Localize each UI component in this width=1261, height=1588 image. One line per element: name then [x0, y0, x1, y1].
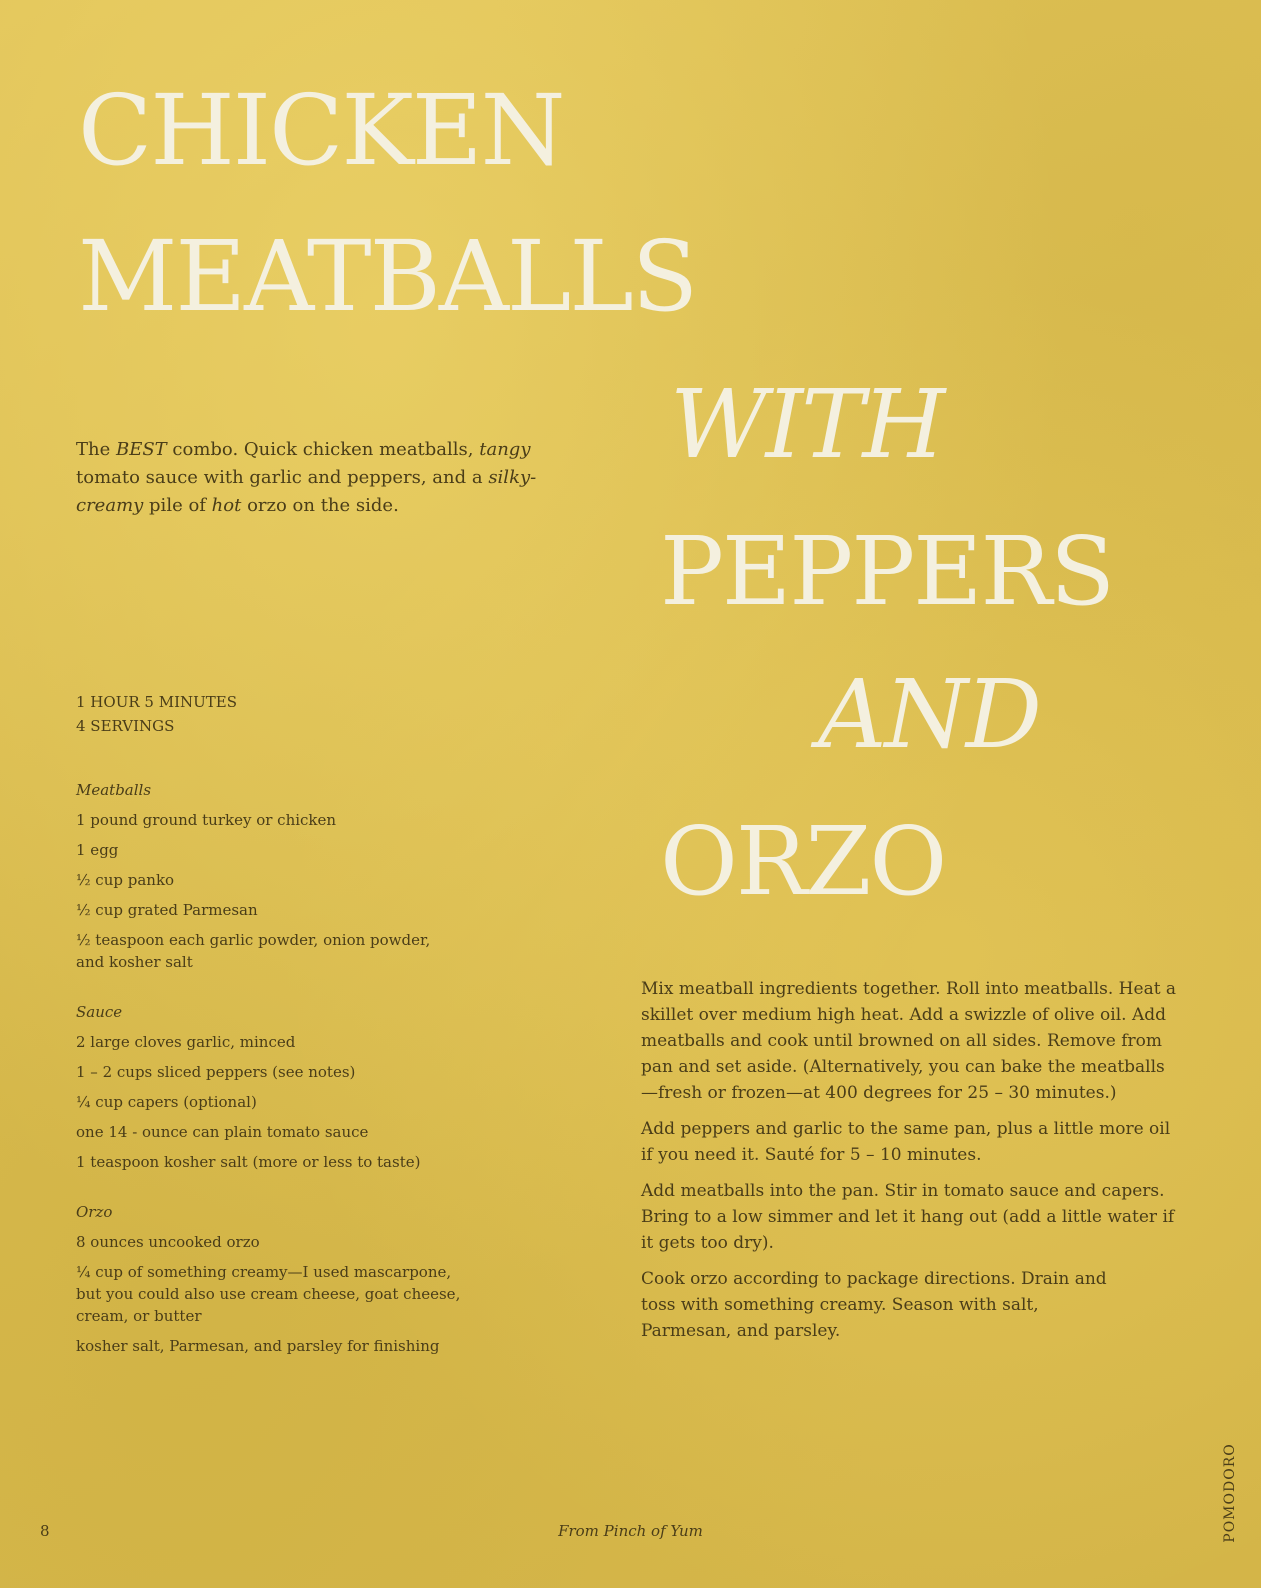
ingredient-item: 1 teaspoon kosher salt (more or less to taste) [76, 1153, 421, 1171]
title-line-with: WITH [670, 370, 944, 480]
ingredient-item: kosher salt, Parmesan, and parsley for finishing [76, 1337, 440, 1355]
intro-text: The [76, 439, 116, 460]
ingredient-item: ¼ cup capers (optional) [76, 1093, 257, 1111]
page-number: 8 [40, 1522, 50, 1540]
title-line-chicken: CHICKEN [78, 74, 564, 187]
ingredient-item: 8 ounces uncooked orzo [76, 1233, 260, 1251]
intro-emphasis: tangy [479, 439, 531, 460]
ingredient-item: one 14 - ounce can plain tomato sauce [76, 1123, 369, 1141]
directions [641, 976, 1181, 1354]
intro-text: tomato sauce with garlic and peppers, and a [76, 467, 489, 488]
title-line-meatballs: MEATBALLS [78, 220, 697, 333]
orzo-heading: Orzo [76, 1203, 113, 1221]
meatballs-list [76, 809, 496, 973]
servings: 4 SERVINGS [76, 717, 175, 735]
intro-emphasis: BEST [115, 439, 167, 460]
orzo-list [76, 1231, 496, 1357]
ingredient-item: 2 large cloves garlic, minced [76, 1033, 296, 1051]
intro-text: orzo on the side. [241, 495, 399, 516]
direction-step: Add meatballs into the pan. Stir in tomato sauce and capers. Bring to a low simmer and let it hang out (add a little water if it gets too dry). [641, 1181, 1175, 1253]
meatballs-heading: Meatballs [76, 781, 152, 799]
intro-text: pile of [143, 495, 212, 516]
sauce-list [76, 1031, 496, 1173]
ingredient-item: ¼ cup of something creamy—I used mascarpone, but you could also use cream cheese, goat cheese, cream, or butter [76, 1263, 461, 1325]
prep-time: 1 HOUR 5 MINUTES [76, 693, 237, 711]
intro-emphasis: silky-creamy [76, 467, 537, 516]
ingredients [76, 779, 496, 1385]
title-line-orzo: ORZO [660, 807, 946, 917]
direction-step: Mix meatball ingredients together. Roll into meatballs. Heat a skillet over medium high heat. Add a swizzle of olive oil. Add meatballs and cook until browned on all sides. Remove from pan and set aside. (Alternatively, you can bake the meatballs —fresh or frozen—at 400 degrees for 25 – 30 minutes.) [641, 979, 1177, 1103]
sauce-group [76, 1001, 496, 1173]
ingredient-item: 1 – 2 cups sliced peppers (see notes) [76, 1063, 356, 1081]
direction-step: Cook orzo according to package directions. Drain and toss with something creamy. Season with salt, Parmesan, and parsley. [641, 1269, 1107, 1341]
direction-step: Add peppers and garlic to the same pan, plus a little more oil if you need it. Sauté for 5 – 10 minutes. [641, 1119, 1171, 1165]
ingredient-item: 1 pound ground turkey or chicken [76, 811, 337, 829]
meatballs-group [76, 779, 496, 973]
intro-paragraph [76, 436, 546, 520]
intro-emphasis: hot [211, 495, 242, 516]
title-line-and: AND [818, 660, 1040, 770]
recipe-meta [76, 690, 237, 738]
ingredient-item: 1 egg [76, 841, 119, 859]
ingredient-item: ½ cup grated Parmesan [76, 901, 258, 919]
sauce-heading: Sauce [76, 1003, 123, 1021]
section-side-label: POMODORO [1222, 1443, 1238, 1543]
orzo-group [76, 1201, 496, 1357]
source-credit: From Pinch of Yum [558, 1522, 703, 1540]
title-line-peppers: PEPPERS [660, 517, 1114, 627]
ingredient-item: ½ cup panko [76, 871, 175, 889]
intro-text: combo. Quick chicken meatballs, [166, 439, 480, 460]
ingredient-item: ½ teaspoon each garlic powder, onion powder, and kosher salt [76, 931, 431, 971]
